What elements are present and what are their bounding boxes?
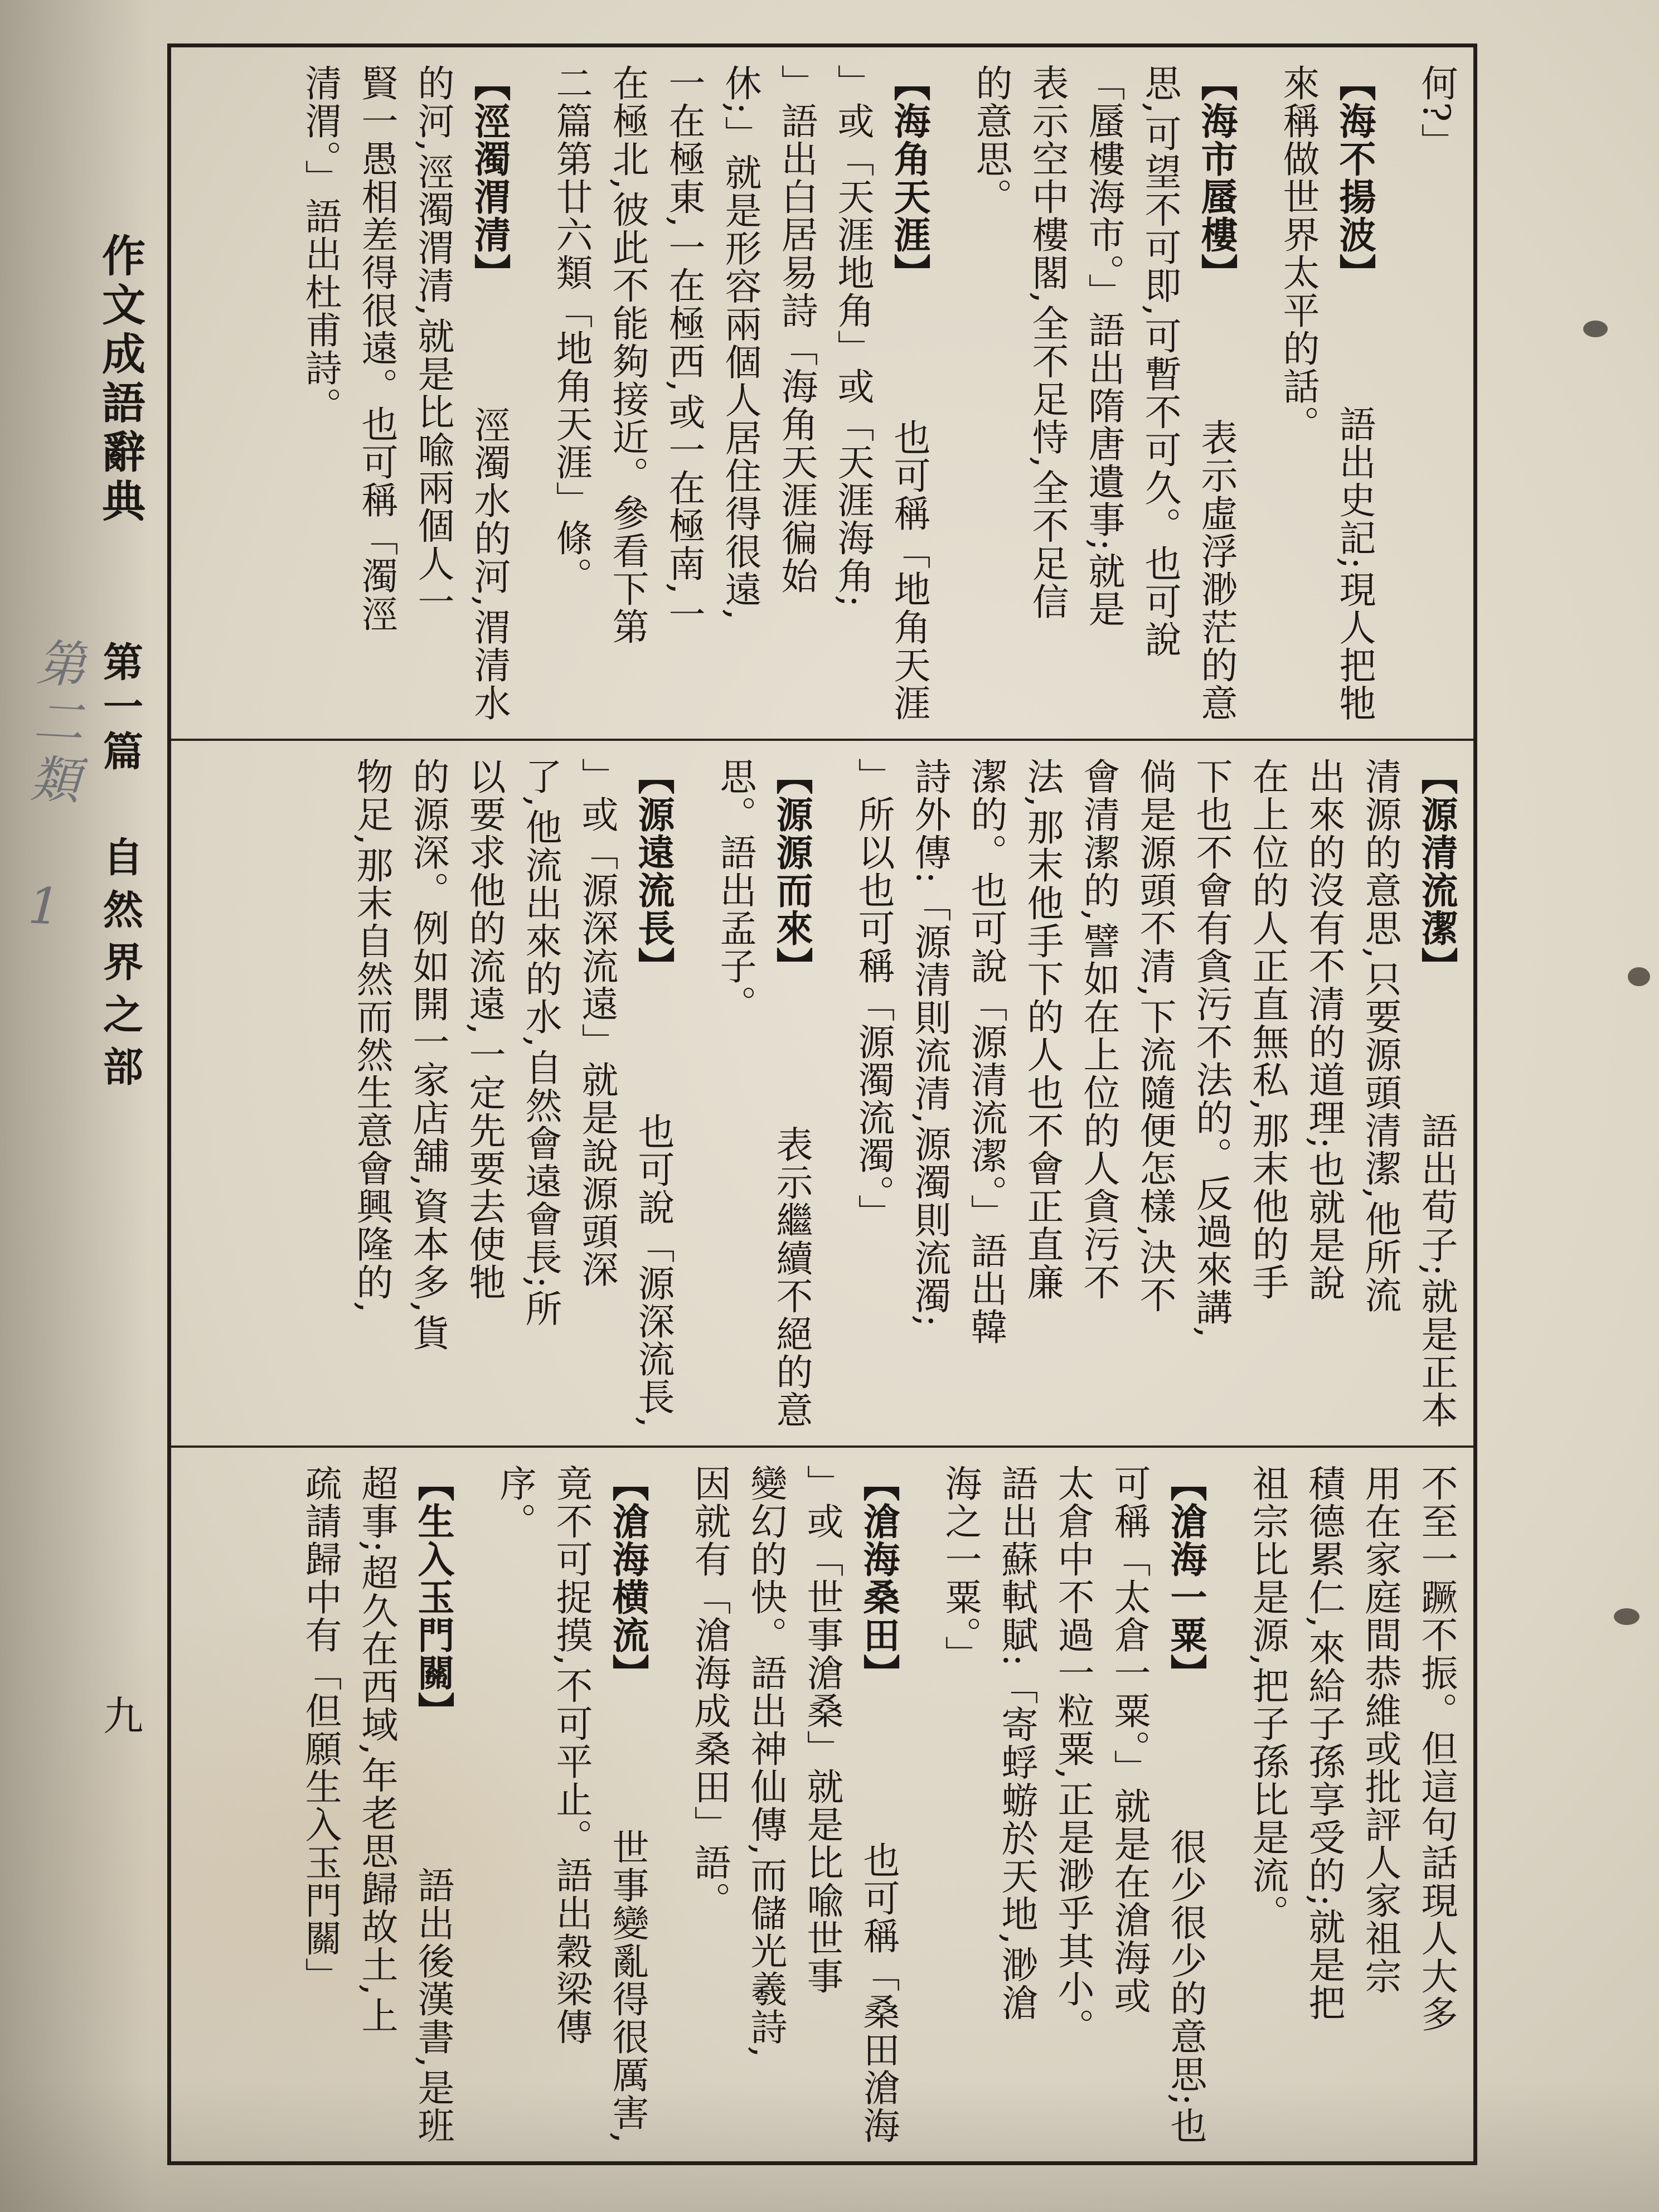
column-text: 海之一粟。」 bbox=[939, 1464, 982, 1673]
entry-column bbox=[405, 1464, 461, 2145]
column-text: 因就有「滄海成桑田」語。 bbox=[688, 1464, 731, 1919]
column-text: 來稱做世界太平的話。 bbox=[1277, 64, 1320, 443]
entry-column bbox=[1408, 758, 1464, 1429]
paper-blemish bbox=[1628, 967, 1650, 986]
text-column bbox=[1408, 1464, 1464, 2145]
text-column bbox=[1183, 758, 1239, 1429]
paper-blemish bbox=[1583, 321, 1608, 337]
text-column bbox=[901, 758, 958, 1429]
text-column bbox=[512, 758, 569, 1429]
entry-column bbox=[461, 64, 517, 722]
text-column bbox=[738, 1464, 794, 2145]
column-text: 」所以也可稱「源濁流濁。」 bbox=[852, 758, 895, 1232]
entry-text: 也可稱「地角天涯 bbox=[887, 419, 930, 722]
column-text: 序。 bbox=[493, 1464, 536, 1540]
column-text: 變幻的快。語出神仙傳,而儲光羲詩, bbox=[744, 1464, 787, 2059]
text-column bbox=[1019, 64, 1075, 722]
text-column bbox=[1239, 1464, 1296, 2145]
entry-headword: 【源遠流長】 bbox=[632, 758, 675, 985]
column-text: 了,他流出來的水,自然會遠會長;所 bbox=[519, 758, 562, 1328]
entry-text: 語出荀子;就是正本 bbox=[1415, 1112, 1458, 1429]
entry-text: 很少很少的意思;也 bbox=[1164, 1827, 1207, 2145]
entry-column bbox=[850, 1464, 906, 2145]
text-column bbox=[1352, 758, 1408, 1429]
text-column bbox=[569, 758, 625, 1429]
text-column bbox=[1075, 64, 1132, 722]
text-column bbox=[958, 758, 1014, 1429]
column-text: 休;」就是形容兩個人居住得很遠, bbox=[719, 64, 761, 622]
column-text: 在極北,彼此不能夠接近。參看下第 bbox=[606, 64, 649, 646]
entry-headword: 【涇濁渭清】 bbox=[468, 64, 511, 292]
entry-headword: 【生入玉門關】 bbox=[411, 1464, 455, 1730]
column-text: 思。語出孟子。 bbox=[714, 758, 756, 1023]
entry-column bbox=[763, 758, 819, 1429]
text-column bbox=[1408, 64, 1464, 722]
book-title: 作文成語辭典 bbox=[95, 233, 145, 527]
entry-column bbox=[881, 64, 937, 722]
column-text: 」或「源深流遠」就是說源頭深 bbox=[575, 758, 618, 1288]
entry-column bbox=[1188, 64, 1244, 722]
entries-band-bottom bbox=[171, 1448, 1473, 2161]
text-column bbox=[1352, 1464, 1408, 2145]
column-text: 二篇第廿六類「地角天涯」條。 bbox=[550, 64, 593, 595]
text-column bbox=[988, 1464, 1045, 2145]
column-text: 清源的意思,只要源頭清潔,他所流 bbox=[1359, 758, 1401, 1314]
column-text: 會清潔的,譬如在上位的人貪污不 bbox=[1077, 758, 1120, 1301]
section-label: 自然界之部 bbox=[96, 836, 144, 1098]
column-text: 表示空中樓閣,全不足恃,全不足信 bbox=[1026, 64, 1069, 620]
entry-text: 語出後漢書,是班 bbox=[411, 1866, 454, 2145]
entry-headword: 【滄海横流】 bbox=[606, 1464, 649, 1692]
text-column bbox=[487, 1464, 543, 2145]
text-column bbox=[400, 758, 456, 1429]
text-column bbox=[768, 64, 824, 722]
entry-headword: 【源清流潔】 bbox=[1415, 758, 1458, 985]
text-column bbox=[932, 1464, 988, 2145]
text-column bbox=[292, 64, 348, 722]
text-column bbox=[824, 64, 881, 722]
column-text: 的河,涇濁渭清,就是比喩兩個人一 bbox=[411, 64, 454, 620]
column-text: 」語出白居易詩「海角天涯徧始 bbox=[775, 64, 818, 595]
text-column bbox=[707, 758, 763, 1429]
entries-band-top bbox=[171, 47, 1473, 739]
column-text: 物足,那末自然而然生意會興隆的, bbox=[350, 758, 393, 1314]
entry-headword: 【滄海一粟】 bbox=[1164, 1464, 1207, 1692]
column-text: 太倉中不過一粒粟,正是渺乎其小。 bbox=[1051, 1464, 1094, 2046]
part-label: 第一篇 bbox=[96, 641, 144, 775]
entry-text: 世事變亂得很厲害, bbox=[606, 1828, 649, 2145]
text-column bbox=[1127, 758, 1183, 1429]
text-column bbox=[1296, 758, 1352, 1429]
column-text: 積德累仁,來給子孫享受的;就是把 bbox=[1302, 1464, 1345, 2022]
text-column bbox=[681, 1464, 738, 2145]
column-text: 詩外傳:「源清則流清,源濁則流濁; bbox=[908, 758, 951, 1328]
text-column bbox=[1070, 758, 1127, 1429]
text-column bbox=[1296, 1464, 1352, 2145]
column-text: 出來的沒有不清的道理;也就是說 bbox=[1302, 758, 1345, 1302]
entry-text: 也可稱「桑田滄海 bbox=[857, 1841, 900, 2145]
column-text: 的源深。例如開一家店舖,資本多,貨 bbox=[406, 758, 449, 1352]
page-number: 九 bbox=[96, 1695, 143, 1735]
column-text: 「蜃樓海市。」語出隋唐遺事;就是 bbox=[1082, 64, 1125, 628]
column-text: 何?」 bbox=[1415, 64, 1458, 161]
text-column bbox=[348, 64, 405, 722]
text-column bbox=[1270, 64, 1326, 722]
text-column bbox=[599, 64, 656, 722]
text-column bbox=[456, 758, 512, 1429]
column-text: 祖宗比是源,把子孫比是流。 bbox=[1246, 1464, 1289, 1932]
entries-band-middle bbox=[171, 741, 1473, 1445]
text-column bbox=[794, 1464, 850, 2145]
column-text: 清渭。」語出杜甫詩。 bbox=[299, 64, 342, 425]
text-column bbox=[543, 64, 599, 722]
entry-column bbox=[599, 1464, 656, 2145]
entry-headword: 【海角天涯】 bbox=[887, 64, 931, 292]
entry-text: 涇濁水的河,渭清水 bbox=[468, 406, 511, 722]
column-text: 用在家庭間恭維或批評人家祖宗 bbox=[1359, 1464, 1401, 1995]
text-column bbox=[1101, 1464, 1157, 2145]
paper-blemish bbox=[1614, 1608, 1639, 1625]
column-text: 思,可望不可即,可暫不可久。也可說 bbox=[1138, 64, 1181, 658]
column-text: 超事;超久在西域,年老思歸故土,上 bbox=[355, 1464, 398, 2035]
column-text: 潔的。也可說「源清流潔。」語出韓 bbox=[964, 758, 1007, 1346]
entry-column bbox=[1157, 1464, 1214, 2145]
text-column bbox=[712, 64, 768, 722]
column-text: 的意思。 bbox=[969, 64, 1012, 216]
text-column bbox=[543, 1464, 599, 2145]
text-column bbox=[1014, 758, 1070, 1429]
text-column bbox=[348, 1464, 405, 2145]
column-text: 竟不可捉摸,不可平止。語出穀梁傳 bbox=[550, 1464, 593, 2046]
column-text: 」或「天涯地角」或「天涯海角; bbox=[831, 64, 874, 609]
text-column bbox=[845, 758, 901, 1429]
column-text: 法,那末他手下的人也不會正直廉 bbox=[1021, 758, 1064, 1301]
entry-text: 表示虛浮渺茫的意 bbox=[1195, 419, 1238, 722]
column-text: 下也不會有貪污不法的。反過來講, bbox=[1190, 758, 1233, 1339]
column-text: 疏請歸中有「但願生入玉門關」 bbox=[299, 1464, 342, 1995]
column-text: 語出蘇軾賦:「寄蜉蝣於天地,渺滄 bbox=[995, 1464, 1038, 2022]
page-frame bbox=[167, 43, 1477, 2165]
column-text: 不至一蹶不振。但這句話現人大多 bbox=[1415, 1464, 1458, 2033]
text-column bbox=[963, 64, 1019, 722]
text-column bbox=[1045, 1464, 1101, 2145]
column-text: 倘是源頭不清,下流隨便怎樣,決不 bbox=[1133, 758, 1176, 1314]
text-column bbox=[1132, 64, 1188, 722]
entry-text: 語出史記;現人把牠 bbox=[1333, 405, 1376, 722]
column-text: 以要求他的流遠,一定先要去使牠 bbox=[463, 758, 506, 1301]
entry-text: 表示繼續不絕的意 bbox=[770, 1126, 813, 1429]
text-column bbox=[343, 758, 400, 1429]
entry-column bbox=[625, 758, 681, 1429]
handwritten-note: 第二類 1 bbox=[13, 636, 88, 945]
column-text: 可稱「太倉一粟。」就是在滄海或 bbox=[1108, 1464, 1151, 2015]
text-column bbox=[656, 64, 712, 722]
column-text: 在上位的人正直無私,那末他的手 bbox=[1246, 758, 1289, 1301]
column-text: 賢一愚相差得很遠。也可稱「濁涇 bbox=[355, 64, 398, 633]
entry-headword: 【源源而來】 bbox=[770, 758, 813, 985]
entry-column bbox=[1326, 64, 1382, 722]
entry-headword: 【海市蜃樓】 bbox=[1195, 64, 1238, 292]
text-column bbox=[292, 1464, 348, 2145]
column-text: 」或「世事滄桑」就是比喩世事 bbox=[801, 1464, 843, 1995]
entry-text: 也可說「源深流長, bbox=[632, 1113, 675, 1429]
column-text: 一在極東,一在極西,或一在極南,一 bbox=[662, 64, 705, 633]
entry-headword: 【海不揚波】 bbox=[1333, 64, 1376, 292]
text-column bbox=[1239, 758, 1296, 1429]
entry-headword: 【滄海桑田】 bbox=[857, 1464, 900, 1692]
text-column bbox=[405, 64, 461, 722]
